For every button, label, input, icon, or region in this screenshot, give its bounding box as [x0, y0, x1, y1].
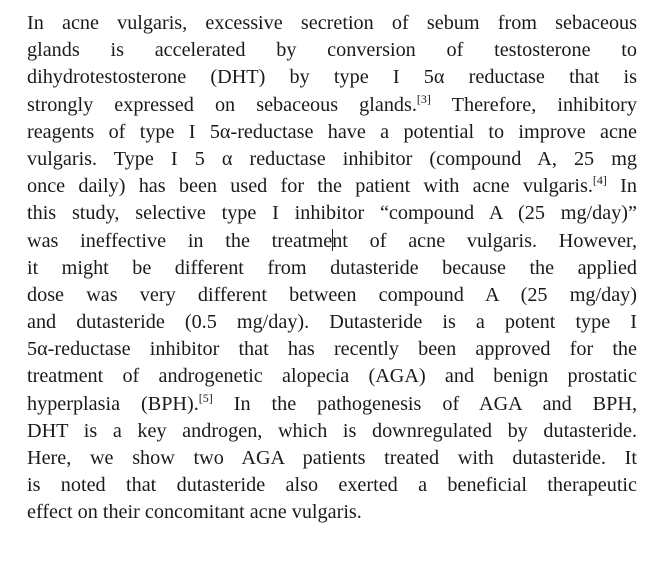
text-line: this study, selective type I inhibitor “compound A (25 mg/day)”	[27, 202, 637, 225]
text-line: it might be different from dutasteride because the applied	[27, 256, 637, 279]
text-line: 5α-reductase inhibitor that has recently been approved for the	[27, 338, 637, 361]
text-line: is noted that dutasteride also exerted a beneficial therapeutic	[27, 474, 637, 497]
text-segment: nt of acne vulgaris. However,	[332, 229, 637, 252]
text-line: dihydrotestosterone (DHT) by type I 5α reductase that is	[27, 66, 637, 89]
citation-reference[interactable]: [3]	[416, 91, 431, 106]
text-line	[27, 173, 637, 200]
text-line: reagents of type I 5α-reductase have a potential to improve acne	[27, 120, 637, 143]
paragraph	[27, 10, 637, 527]
text-segment: Therefore, inhibitory	[430, 93, 637, 116]
text-segment: strongly expressed on sebaceous glands.	[27, 93, 417, 116]
text-line	[27, 391, 637, 418]
citation-reference[interactable]: [4]	[592, 173, 607, 188]
text-line: In acne vulgaris, excessive secretion of sebum from sebaceous	[27, 12, 637, 34]
text-line: Here, we show two AGA patients treated with dutasteride. It	[27, 447, 637, 469]
text-segment: In	[606, 175, 637, 198]
article-body	[27, 10, 637, 527]
text-line	[27, 92, 637, 119]
text-line: DHT is a key androgen, which is downregulated by dutasteride.	[27, 419, 637, 442]
text-line: glands is accelerated by conversion of testosterone to	[27, 39, 637, 62]
text-line: vulgaris. Type I 5 α reductase inhibitor (compound A, 25 mg	[27, 147, 637, 170]
text-segment: hyperplasia (BPH).	[27, 392, 199, 415]
text-line: treatment of androgenetic alopecia (AGA) and benign prostatic	[27, 365, 637, 388]
text-line: effect on their concomitant acne vulgaris.	[27, 501, 362, 524]
citation-reference[interactable]: [5]	[198, 390, 213, 405]
text-line: and dutasteride (0.5 mg/day). Dutasteride is a potent type I	[27, 311, 637, 334]
text-line	[27, 228, 637, 255]
text-segment: once daily) has been used for the patient with acne vulgaris.	[27, 175, 593, 198]
text-segment: was ineffective in the treatme	[27, 229, 333, 252]
text-line: dose was very different between compound A (25 mg/day)	[27, 283, 637, 306]
text-segment: In the pathogenesis of AGA and BPH,	[212, 392, 637, 415]
